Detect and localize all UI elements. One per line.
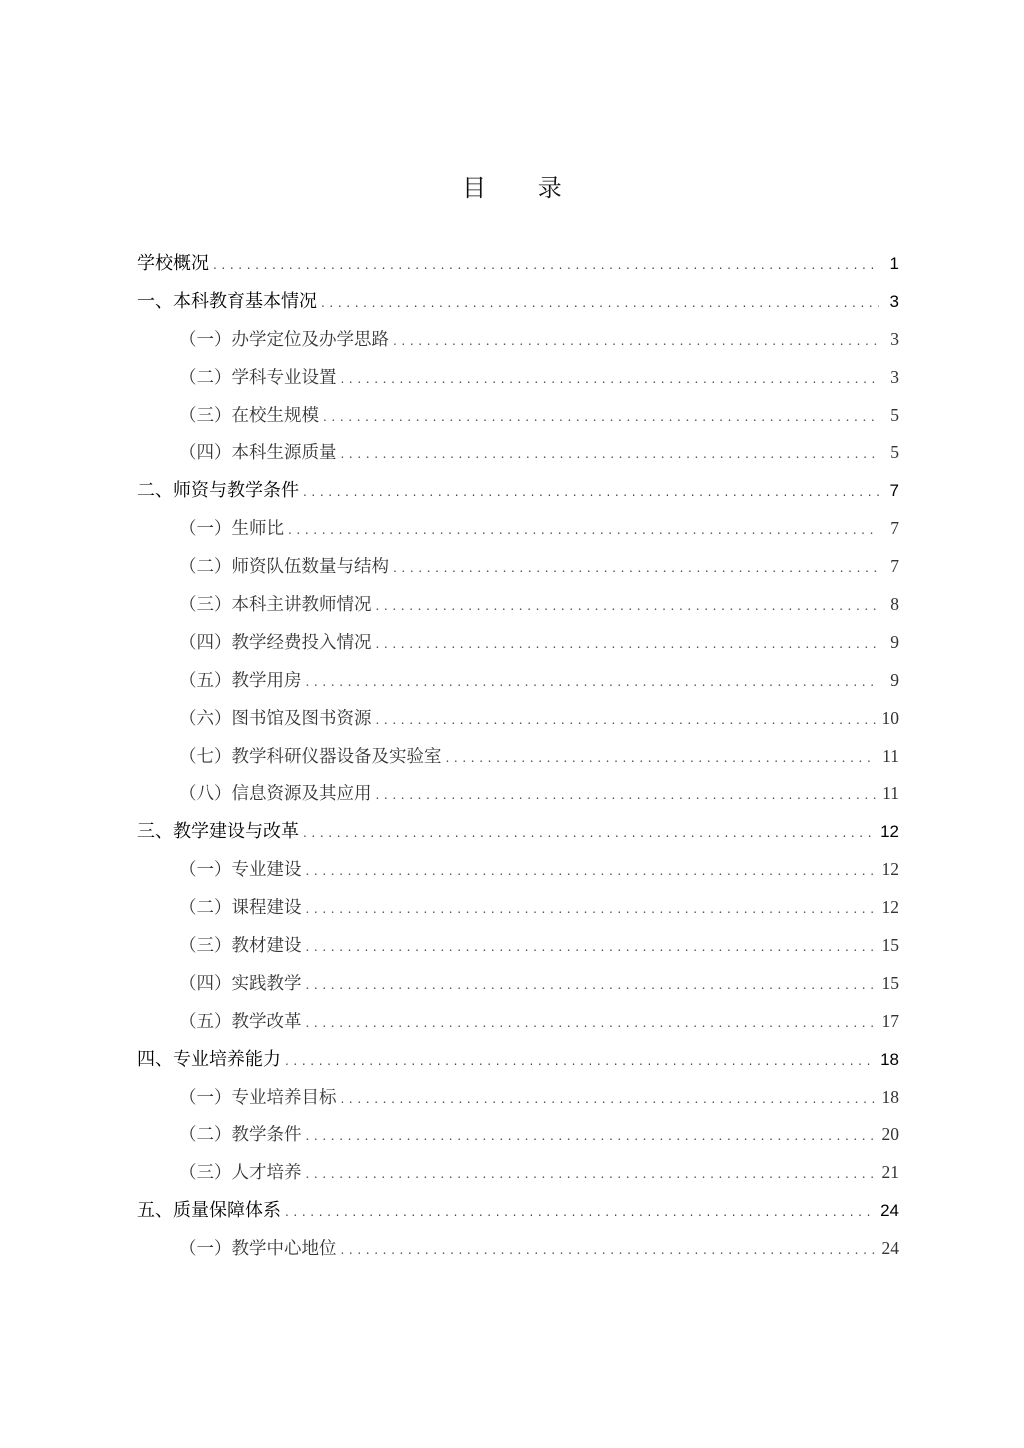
toc-entry-title: （一）专业培养目标 (179, 1087, 337, 1108)
toc-page-number: 15 (881, 972, 899, 993)
page-title: 目 录 (462, 174, 584, 202)
toc-page-number: 3 (889, 291, 899, 311)
toc-section-entry[interactable] (137, 813, 899, 851)
toc-subsection-entry[interactable] (137, 1154, 899, 1192)
toc-dot-leader (306, 1118, 876, 1154)
table-of-contents (137, 245, 899, 1268)
toc-dot-leader (285, 1043, 874, 1079)
toc-subsection-entry[interactable] (137, 1116, 899, 1154)
toc-entry-title: （二）学科专业设置 (179, 367, 337, 388)
toc-dot-leader (306, 929, 876, 965)
toc-entry-title: （二）师资队伍数量与结构 (179, 557, 389, 578)
toc-subsection-entry[interactable] (137, 851, 899, 889)
toc-dot-leader (306, 1005, 876, 1041)
toc-subsection-entry[interactable] (137, 321, 899, 359)
toc-subsection-entry[interactable] (137, 889, 899, 927)
toc-entry-title: （三）教材建设 (179, 936, 302, 957)
toc-dot-leader (213, 247, 879, 283)
toc-page-number: 15 (881, 935, 899, 956)
toc-dot-leader (376, 777, 877, 813)
toc-page-number: 11 (882, 745, 899, 766)
toc-subsection-entry[interactable] (137, 700, 899, 738)
toc-dot-leader (341, 1081, 876, 1117)
toc-section-entry[interactable] (137, 1192, 899, 1230)
toc-subsection-entry[interactable] (137, 775, 899, 813)
toc-dot-leader (288, 512, 879, 548)
toc-dot-leader (376, 588, 880, 624)
toc-entry-title: （六）图书馆及图书资源 (179, 708, 372, 729)
toc-dot-leader (446, 740, 877, 776)
toc-dot-leader (303, 815, 874, 851)
toc-entry-title: （一）生师比 (179, 519, 284, 540)
toc-dot-leader (306, 967, 876, 1003)
toc-page-number: 11 (882, 783, 899, 804)
toc-page-number: 1 (889, 254, 899, 273)
toc-page-number: 12 (880, 822, 899, 842)
toc-entry-title: （四）本科生源质量 (179, 443, 337, 464)
toc-entry-title: （四）实践教学 (179, 973, 302, 994)
toc-dot-leader (306, 853, 876, 889)
toc-entry-title: （五）教学用房 (179, 670, 302, 691)
toc-dot-leader (341, 436, 880, 472)
toc-dot-leader (306, 1156, 876, 1192)
toc-page-number: 5 (890, 404, 899, 425)
toc-dot-leader (376, 626, 880, 662)
toc-entry-title: （八）信息资源及其应用 (179, 784, 372, 805)
toc-dot-leader (321, 285, 879, 321)
toc-subsection-entry[interactable] (137, 965, 899, 1003)
toc-subsection-entry[interactable] (137, 1230, 899, 1268)
toc-section-entry[interactable] (137, 283, 899, 321)
toc-subsection-entry[interactable] (137, 624, 899, 662)
toc-page-number: 8 (890, 594, 899, 615)
toc-entry-title: 五、质量保障体系 (137, 1200, 281, 1222)
toc-entry-title: （二）课程建设 (179, 898, 302, 919)
toc-dot-leader (341, 1232, 876, 1268)
toc-dot-leader (306, 664, 880, 700)
toc-subsection-entry[interactable] (137, 1079, 899, 1117)
toc-entry-title: （三）在校生规模 (179, 405, 319, 426)
toc-section-entry[interactable] (137, 472, 899, 510)
toc-page-number: 5 (890, 442, 899, 463)
toc-entry-title: 一、本科教育基本情况 (137, 290, 317, 312)
toc-entry-title: （二）教学条件 (179, 1125, 302, 1146)
toc-page-number: 24 (881, 1238, 899, 1259)
toc-dot-leader (393, 550, 879, 586)
toc-entry-title: （一）专业建设 (179, 860, 302, 881)
toc-page-number: 9 (890, 669, 899, 690)
toc-entry-title: （一）办学定位及办学思路 (179, 329, 389, 350)
toc-page-number: 18 (881, 1086, 899, 1107)
toc-dot-leader (306, 891, 876, 927)
toc-subsection-entry[interactable] (137, 662, 899, 700)
toc-subsection-entry[interactable] (137, 397, 899, 435)
toc-dot-leader (285, 1194, 874, 1230)
toc-page-number: 24 (880, 1201, 899, 1221)
toc-entry-title: 四、专业培养能力 (137, 1048, 281, 1070)
toc-entry-title: （七）教学科研仪器设备及实验室 (179, 746, 442, 767)
toc-section-entry[interactable] (137, 245, 899, 283)
toc-page-number: 3 (890, 366, 899, 387)
toc-subsection-entry[interactable] (137, 927, 899, 965)
toc-entry-title: （三）人才培养 (179, 1163, 302, 1184)
toc-entry-title: （四）教学经费投入情况 (179, 632, 372, 653)
toc-subsection-entry[interactable] (137, 586, 899, 624)
toc-subsection-entry[interactable] (137, 548, 899, 586)
toc-entry-title: 二、师资与教学条件 (137, 480, 299, 502)
toc-page-number: 7 (889, 481, 899, 501)
toc-page-number: 3 (890, 328, 899, 349)
toc-page-number: 9 (890, 631, 899, 652)
toc-subsection-entry[interactable] (137, 738, 899, 776)
toc-entry-title: 学校概况 (137, 253, 209, 274)
toc-page-number: 10 (881, 707, 899, 728)
toc-dot-leader (376, 702, 876, 738)
toc-entry-title: （三）本科主讲教师情况 (179, 595, 372, 616)
toc-page-number: 12 (881, 897, 899, 918)
toc-subsection-entry[interactable] (137, 1003, 899, 1041)
toc-entry-title: （一）教学中心地位 (179, 1239, 337, 1260)
toc-dot-leader (323, 399, 879, 435)
toc-subsection-entry[interactable] (137, 510, 899, 548)
toc-entry-title: 三、教学建设与改革 (137, 821, 299, 843)
toc-page-number: 7 (890, 518, 899, 539)
toc-dot-leader (393, 323, 879, 359)
toc-page-number: 21 (881, 1162, 899, 1183)
toc-dot-leader (341, 361, 880, 397)
toc-page-number: 7 (890, 556, 899, 577)
toc-subsection-entry[interactable] (137, 434, 899, 472)
toc-page-number: 12 (881, 859, 899, 880)
toc-section-entry[interactable] (137, 1041, 899, 1079)
toc-page-number: 20 (881, 1124, 899, 1145)
toc-dot-leader (303, 474, 879, 510)
toc-entry-title: （五）教学改革 (179, 1011, 302, 1032)
toc-page-number: 17 (881, 1010, 899, 1031)
toc-page-number: 18 (880, 1049, 899, 1069)
toc-subsection-entry[interactable] (137, 359, 899, 397)
